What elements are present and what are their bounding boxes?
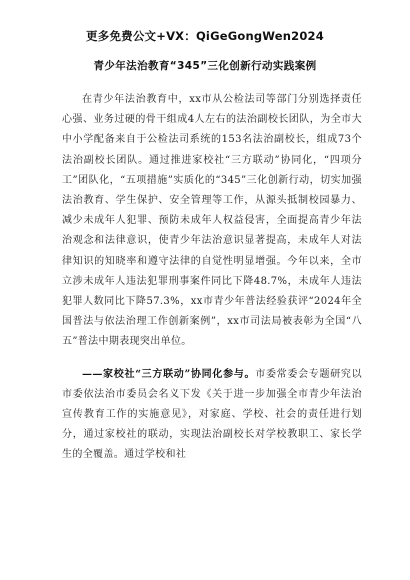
section-lead: ——家校社“三方联动”协同化参与。 — [82, 368, 256, 380]
watermark-header: 更多免费公文+VX：QiGeGongWen2024 — [86, 29, 324, 43]
paragraph-section-1 — [62, 365, 362, 466]
paragraph-intro: 在青少年法治教育中，xx市从公检法司等部门分别选择责任心强、业务过硬的骨干组成4人左右的法治副校长团队，为全市大中小学配备来自于公检法司系统的153名法治副校长，组成73个法治副校长团队。通过推进家校社“三方联动”协同化，“四项分工”团队化，“五项措施”实质化的“345”三化创新行动，切实加强法治教育、学生保护、安全管理等工作，从源头抵制校园暴力、减少未成年人犯罪、预防未成年人权益侵害，全面提高青少年法治观念和法律意识，使青少年法治意识显著提高，未成年人对法律知识的知晓率和遵守法律的自觉性明显增强。今年以来，全市立涉未成年人违法犯罪刑事案件同比下降48.7%，未成年人违法犯罪人数同比下降57.3%，xx市青少年普法经验获评“2024年全国普法与依法治理工作创新案例”，xx市司法局被表彰为全国“八五”普法中期表现突出单位。 — [62, 94, 362, 348]
document-title: 青少年法治教育“345”三化创新行动实践案例 — [93, 60, 317, 72]
document-body — [62, 90, 362, 466]
section-text: 市委常委会专题研究以市委依法治市委员会名义下发《关于进一步加强全市青少年法治宣传教育工作的实施意见》，对家庭、学校、社会的责任进行划分，通过家校社的联动，实现法治副校长对学校教职工、家长学生的全覆盖。通过学校和社 — [62, 368, 362, 461]
